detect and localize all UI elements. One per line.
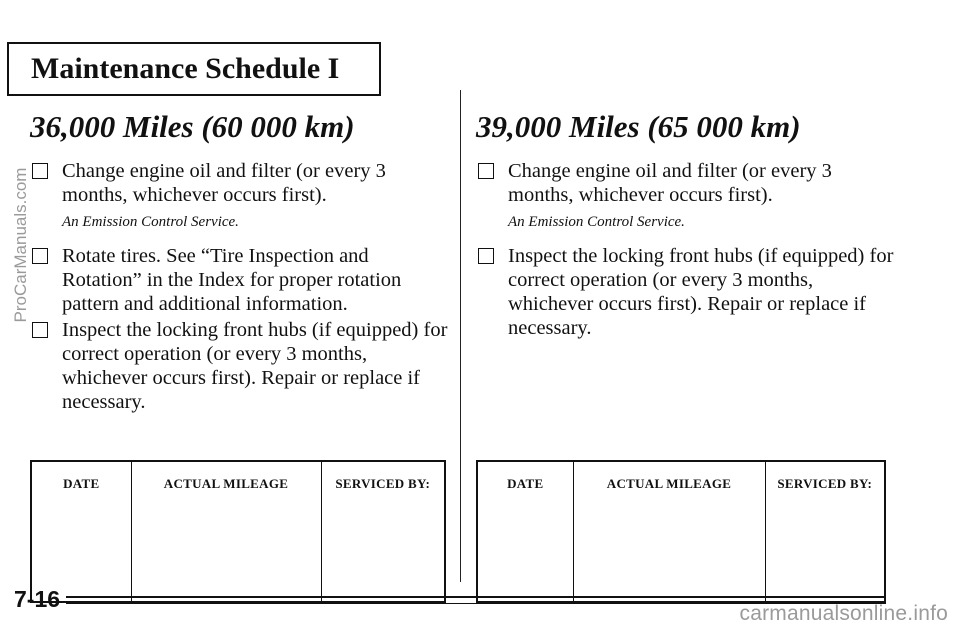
- page-number: 7-16: [14, 586, 61, 612]
- column-divider: [460, 90, 461, 582]
- schedule-title: Maintenance Schedule I: [31, 52, 340, 85]
- serviced-by-cell[interactable]: [765, 506, 885, 602]
- mileage-heading-39000: 39,000 Miles (65 000 km): [476, 109, 801, 144]
- checklist-item: [30, 244, 450, 316]
- item-text: Rotate tires. See “Tire Inspection and Rotation” in the Index for proper rotation pattern and additional information.: [62, 245, 402, 315]
- checklist-item: [30, 159, 450, 207]
- date-header: DATE: [477, 461, 573, 506]
- checkbox-icon[interactable]: [32, 322, 48, 338]
- footer-rule: [66, 596, 886, 598]
- checklist-item: [30, 318, 450, 414]
- service-record-table-36000: [30, 460, 446, 603]
- checkbox-icon[interactable]: [478, 248, 494, 264]
- actual-mileage-cell[interactable]: [573, 506, 765, 602]
- item-text: Change engine oil and filter (or every 3 months, whichever occurs first).: [62, 160, 386, 206]
- item-text: Change engine oil and filter (or every 3 months, whichever occurs first).: [508, 160, 832, 206]
- emission-note: An Emission Control Service.: [508, 214, 685, 230]
- actual-mileage-header: ACTUAL MILEAGE: [131, 461, 321, 506]
- mileage-heading-36000: 36,000 Miles (60 000 km): [30, 109, 355, 144]
- checklist-item: [476, 244, 896, 340]
- date-cell[interactable]: [477, 506, 573, 602]
- serviced-by-header: SERVICED BY:: [335, 476, 431, 491]
- serviced-by-header: SERVICED BY:: [777, 476, 873, 491]
- checklist-item: [476, 159, 896, 207]
- checkbox-icon[interactable]: [478, 163, 494, 179]
- actual-mileage-header: ACTUAL MILEAGE: [573, 461, 765, 506]
- checkbox-icon[interactable]: [32, 163, 48, 179]
- item-text: Inspect the locking front hubs (if equipped) for correct operation (or every 3 months, whichever occurs first). Repair or replace if necessary.: [62, 319, 448, 413]
- date-header: DATE: [31, 461, 131, 506]
- checkbox-icon[interactable]: [32, 248, 48, 264]
- column-36000: [30, 108, 450, 414]
- bottom-watermark: carmanualsonline.info: [739, 602, 948, 625]
- item-text: Inspect the locking front hubs (if equipped) for correct operation (or every 3 months, whichever occurs first). Repair or replace if necessary.: [508, 245, 894, 339]
- column-39000: [476, 108, 896, 340]
- service-record-table-39000: [476, 460, 886, 603]
- side-watermark: ProCarManuals.com: [11, 167, 30, 323]
- actual-mileage-cell[interactable]: [131, 506, 321, 602]
- schedule-title-box: [7, 42, 381, 96]
- serviced-by-cell[interactable]: [321, 506, 445, 602]
- emission-note: An Emission Control Service.: [62, 214, 239, 230]
